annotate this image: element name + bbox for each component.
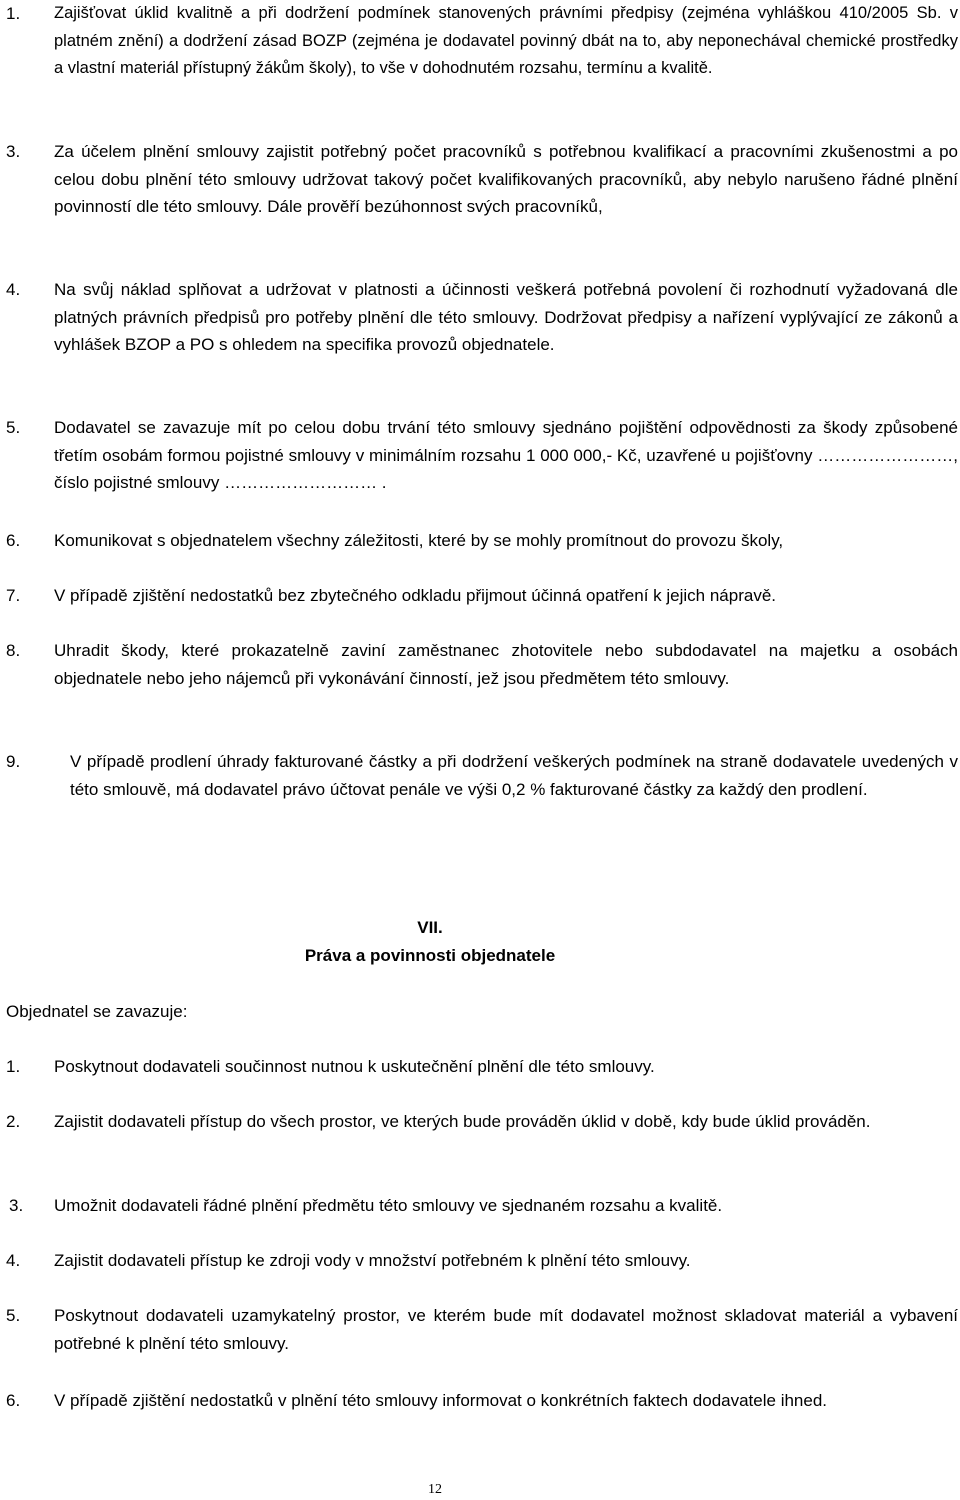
item-number: 6. [6, 531, 21, 550]
item-text: Uhradit škody, které prokazatelně zaviní zaměstnanec zhotovitele nebo subdodavatel na majetku a osobách objednatele nebo jeho nájemců při vykonávání činností, jež jsou předmětem této smlouvy. [54, 641, 958, 688]
section-intro: Objednatel se zavazuje: [6, 1002, 188, 1021]
item-number: 6. [6, 1391, 21, 1410]
item-text: V případě prodlení úhrady fakturované částky a při dodržení veškerých podmínek na straně dodavatele uvedených v této smlouvě, má dodavatel právo účtovat penále ve výši 0,2 % fakturované částky za každý den prodlení. [70, 752, 958, 799]
item-number: 4. [6, 1251, 21, 1270]
section-title: Práva a povinnosti objednatele [304, 946, 556, 965]
item-number: 5. [6, 418, 21, 437]
item-number: 9. [6, 752, 21, 771]
item-number: 3. [6, 142, 21, 161]
item-number: 8. [6, 641, 21, 660]
item-text: Umožnit dodavateli řádné plnění předmětu této smlouvy ve sjednaném rozsahu a kvalitě. [54, 1196, 723, 1215]
item-number: 1. [6, 1057, 21, 1076]
section-number: VII. [417, 918, 443, 937]
item-text: Dodavatel se zavazuje mít po celou dobu trvání této smlouvy sjednáno pojištění odpovědnosti za škody způsobené třetím osobám formou pojistné smlouvy v minimálním rozsahu 1 000 000,- Kč, uzavřené u pojišťovny ……………………, číslo pojistné smlouvy ……………………… . [54, 418, 958, 492]
item-text: V případě zjištění nedostatků bez zbytečného odkladu přijmout účinná opatření k jejich nápravě. [54, 586, 777, 605]
item-number: 4. [6, 280, 21, 299]
item-number: 2. [6, 1112, 21, 1131]
item-text: Zajistit dodavateli přístup do všech prostor, ve kterých bude prováděn úklid v době, kdy bude úklid prováděn. [54, 1112, 871, 1131]
item-text: Komunikovat s objednatelem všechny záležitosti, které by se mohly promítnout do provozu školy, [54, 531, 784, 550]
item-text: Zajistit dodavateli přístup ke zdroji vody v množství potřebném k plnění této smlouvy. [54, 1251, 691, 1270]
item-number: 1. [6, 4, 21, 23]
item-text: Na svůj náklad splňovat a udržovat v platnosti a účinnosti veškerá potřebná povolení či rozhodnutí vyžadovaná dle platných právních předpisů pro potřeby plnění dle této smlouvy. Dodržovat předpisy a nařízení vyplývající ze zákonů a vyhlášek BZOP a PO s ohledem na specifika provozů objednatele. [54, 280, 958, 354]
item-number: 5. [6, 1306, 21, 1325]
page-number: 12 [428, 1482, 442, 1497]
item-number: 3. [9, 1196, 24, 1215]
item-text: Zajišťovat úklid kvalitně a při dodržení podmínek stanovených právními předpisy (zejména vyhláškou 410/2005 Sb. v platném znění) a dodržení zásad BOZP (zejména je dodavatel povinný dbát na to, aby neponechával chemické prostředky a vlastní materiál přístupný žákům školy), to vše v dohodnutém rozsahu, termínu a kvalitě. [54, 4, 958, 77]
item-text: Poskytnout dodavateli součinnost nutnou k uskutečnění plnění dle této smlouvy. [54, 1057, 655, 1076]
item-text: V případě zjištění nedostatků v plnění této smlouvy informovat o konkrétních faktech dodavatele ihned. [54, 1391, 828, 1410]
item-text: Poskytnout dodavateli uzamykatelný prostor, ve kterém bude mít dodavatel možnost skladovat materiál a vybavení potřebné k plnění této smlouvy. [54, 1306, 958, 1353]
item-text: Za účelem plnění smlouvy zajistit potřebný počet pracovníků s potřebnou kvalifikací a pracovními zkušenostmi a po celou dobu plnění této smlouvy udržovat takový počet kvalifikovaných pracovníků, aby nebylo narušeno řádné plnění povinností dle této smlouvy. Dále prověří bezúhonnost svých pracovníků, [54, 142, 958, 216]
item-number: 7. [6, 586, 21, 605]
